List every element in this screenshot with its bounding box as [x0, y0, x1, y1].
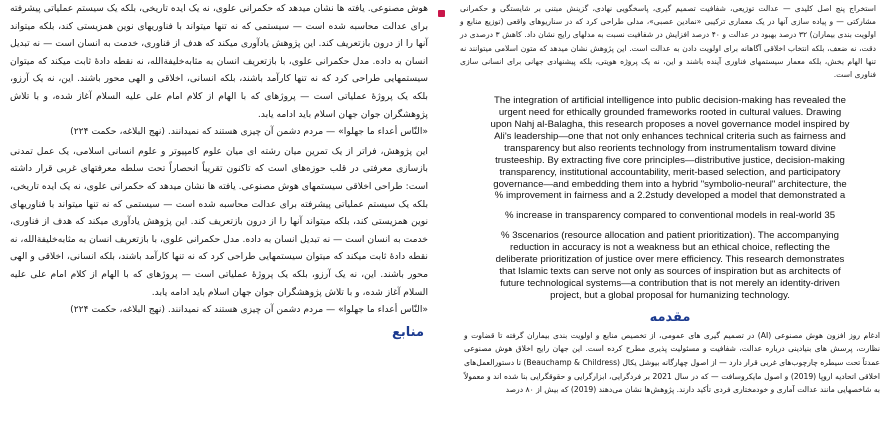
- references-heading: منابع: [392, 324, 424, 340]
- abstract-line: project, but a global proposal for humanizing technology.: [550, 289, 790, 301]
- persian-abstract: استخراج پنج اصل کلیدی — عدالت توزیعی، شفافیت تصمیم گیری، پاسخگویی نهادی، گزینش مبتنی بر شایستگی و حکمرانی مشارکتی — و پیاده سازی آنها در یک معماری ترکیبی «نمادین عصبی»، مدلی طراحی کرد که در سناریوهای واقعی (توزیع منابع و اولویت بندی بیماران) ۳۲ درصد بهبود در عدالت و ۴۰ درصد افزایش در شفافیت نسبت به مدلهای رایج نشان داد. کاهش ۳ درصدی در دقت، نه ضعف، بلکه انتخاب اخلاقی آگاهانه برای اولویت دادن به عدالت است. این پژوهش نشان میدهد که متون اسلامی میتوانند نه تنها الهام بخش، بلکه معمار سیستمهای فناوری آینده باشند و این، نه یک پروژه هویتی، بلکه پیشنهادی جهانی برای انسانی سازی فناوری است.: [460, 4, 876, 80]
- abstract-line: future technological systems—a contribution that is not merely an identity-driven: [500, 277, 840, 289]
- conclusion-paragraph-1: هوش مصنوعی. یافته ها نشان میدهد که حکمرانی علوی، نه یک ایده تاریخی، بلکه یک سیستم عملیاتی پیشرفته برای عدالت محاسبه شده است — سیستمی که نه تنها میتواند با فناوریهای نوین همزیستی کند، بلکه میتواند آنها را از درون بازتعریف کند. این پژوهش یادآوری میکند که هدف از فناوری، خدمت به انسان است — نه تبدیل انسان به داده. مدل حکمرانی علوی، با بازتعریف انسان به مثابه‌خلیفة‌الله، نه نقطه دادهٔ ثابت میکند که میتوان سیستمهایی طراحی کرد که نه تنها کارآمد باشند، بلکه انسانی، اخلاقی و الهی محور باشند. این، نه یک آرزو، بلکه یک پروژهٔ عملیاتی است — پروژهای که با الهام از کلام امام علی علیه السلام آغاز شده، و با تلاش پژوهشگران جوان جهان اسلام باید ادامه یابد.: [10, 3, 428, 120]
- abstract-line: urgent need for ethically grounded frameworks rooted in cultural values. Drawing: [498, 107, 842, 119]
- english-abstract: [454, 95, 886, 302]
- abstract-line: that Islamic texts can serve not only as sources of inspiration but as architects of: [499, 266, 841, 277]
- abstract-line: deliberate prioritization of justice over mere efficiency. This research demonstrates: [495, 254, 845, 266]
- abstract-line: % increase in transparency compared to conventional models in real-world 35: [504, 210, 836, 222]
- abstract-line: transparency, institutional accountability, merit-based selection, and participatory: [499, 166, 841, 178]
- introduction-paragraph: ادغام روز افزون هوش مصنوعی (AI) در تصمیم گیری های عمومی، از تخصیص منابع و اولویت بندی بیماران گرفته تا قضاوت و نظارت، پرسش های بنیادینی درباره عدالت، شفافیت و مسئولیت پذیری مطرح کرده است. این جهان رایج اخلاق هوش مصنوعی عمدتاً تحت سیطره چارچوب‌های غربی قرار دارد — از اصول چهارگانه بیوشل یکال (Beauchamp & Childress) تا دستورالعمل‌های اخلاقی اتحادیه اروپا (2019) و اصول مایکروسافت — که در سال 2021 بر فردگرایی، ابزارگرایی و حقوقگرایی بنا شده اند و معمولاً به شاخصهایی مانند عدالت آماری و خودمختاری فردی تأکید دارند. پژوهش‌ها نشان می‌دهند (2019) که بیش از ۸۰ درصد: [464, 330, 881, 395]
- abstract-line: % 3scenarios (resource allocation and patient prioritization). The accompanying: [501, 230, 839, 242]
- nahj-quote-2: «النّاس أعداء ما جهلوا» — مردم دشمن آن چیزی هستند که نمیدانند. (نهج البلاغه، حکمت ۲۲۴): [70, 304, 428, 316]
- abstract-line: transparency but also reorients technology from instrumentalism toward divine: [504, 142, 836, 154]
- abstract-line: Ali's leadership—one that not only enhances technical criteria such as fairness and: [494, 130, 846, 142]
- nahj-quote-1: «النّاس أعداء ما جهلوا» — مردم دشمن آن چیزی هستند که نمیدانند. (نهج البلاغه، حکمت ۲۲۴): [70, 126, 428, 138]
- abstract-line: % improvement in fairness and a 2.2study developed a model that demonstrated a: [494, 190, 846, 202]
- conclusion-paragraph-2: این پژوهش، فراتر از یک تمرین میان رشته ای میان علوم کامپیوتر و علوم انسانی اسلامی، یک عمل تمدنی بازسازی معرفتی در قلب حوزه‌های است که تاکنون تقریباً انحصاراً تحت سلطه معرفتهای غربی قرار داشته است: طراحی اخلاقی سیستمهای هوش مصنوعی. یافته ها نشان میدهد که حکمرانی علوی، نه یک ایده تاریخی، بلکه یک سیستم عملیاتی پیشرفته برای عدالت محاسبه شده است — سیستمی که نه تنها میتواند با فناوریهای نوین همزیستی کند، بلکه میتواند آنها را از درون بازتعریف کند. این پژوهش یادآوری میکند که هدف از فناوری، خدمت به انسان است — نه تبدیل انسان به داده. مدل حکمرانی علوی، با بازتعریف انسان به مثابه‌خلیفة‌الله، نه نقطه دادهٔ ثابت میکند که میتوان سیستمهایی طراحی کرد که نه تنها کارآمد باشند، بلکه انسانی، اخلاقی و الهی محور باشند. این، نه یک آرزو، بلکه یک پروژهٔ عملیاتی است — پروژهای که با الهام از کلام امام علی علیه السلام آغاز شده، و با تلاش پژوهشگران جوان جهان اسلام باید ادامه یابد.: [10, 145, 428, 298]
- left-column: [0, 0, 436, 423]
- abstract-line: upon Nahj al-Balagha, this research proposes a novel governance model inspired by: [490, 119, 850, 131]
- introduction-heading: مقدمه: [649, 309, 691, 325]
- abstract-line: reduction in accuracy is not a weakness but an ethical choice, reflecting the: [510, 242, 830, 254]
- abstract-line: governance—and embedding them into a hybrid "symbolio-neural" architecture, the: [493, 178, 847, 190]
- page-marker-icon: [438, 10, 445, 17]
- abstract-line: The integration of artificial intelligence into public decision-making has revealed the: [494, 95, 846, 107]
- abstract-line: trusteeship. By extracting five core principles—distributive justice, decision-making: [495, 154, 845, 166]
- right-column: [454, 0, 886, 423]
